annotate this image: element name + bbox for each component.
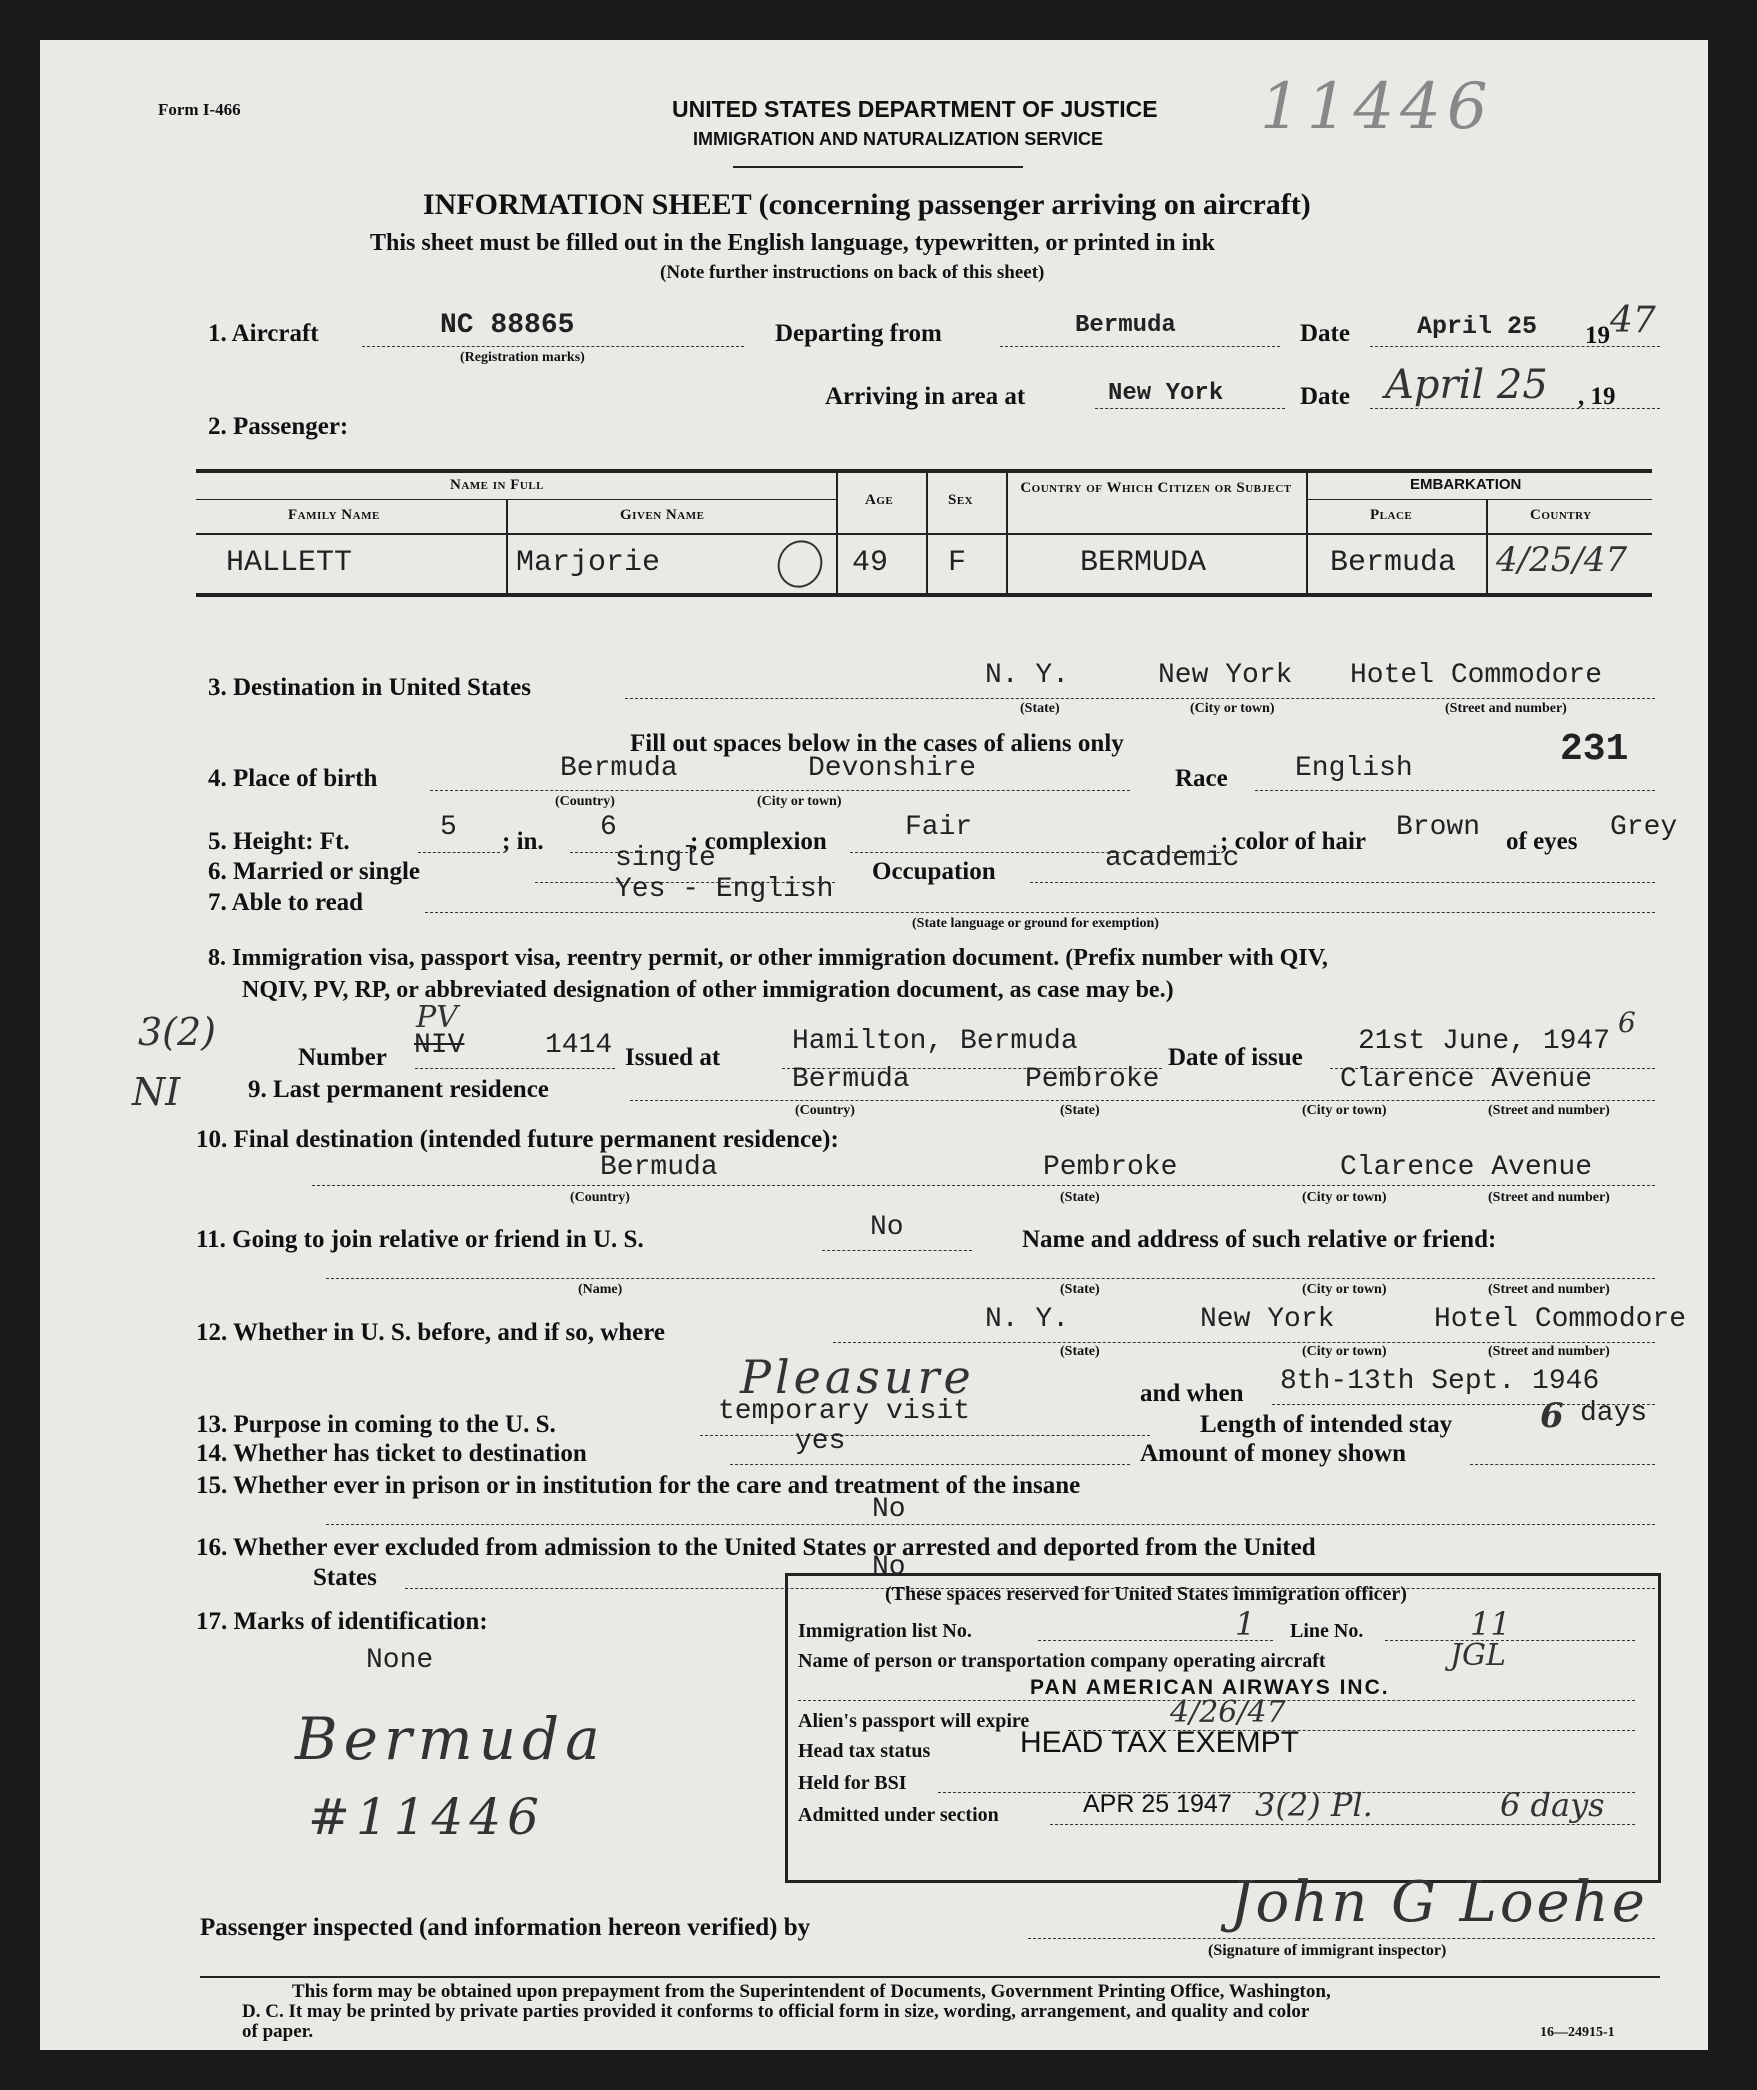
final-city: Clarence Avenue [1340,1152,1593,1183]
family-name-value: HALLETT [226,546,353,580]
race-line [1255,790,1655,791]
visa-label: 8. Immigration visa, passport visa, reentry permit, or other immigration document. (Prefix number with QIV, [208,945,1328,971]
relative-name-label: Name and address of such relative or friend: [1022,1226,1497,1253]
line-value: 11 [1470,1605,1511,1643]
race-label: Race [1175,765,1228,792]
read-label: 7. Able to read [208,889,364,916]
join-relative-label: 11. Going to join relative or friend in U. S. [196,1226,644,1253]
emb-date-value: 4/25/47 [1496,540,1628,580]
form-subtitle: This sheet must be filled out in the English language, typewritten, or printed in ink [370,230,1215,256]
number-label: Number [298,1044,387,1071]
col-div-3 [926,469,928,595]
handwritten-circle-mark [770,533,830,595]
final-destination-label: 10. Final destination (intended future permanent residence): [196,1126,839,1153]
ticket-label: 14. Whether has ticket to destination [196,1440,587,1467]
stay-number: 6 [1540,1396,1564,1436]
destination-city-caption: (City or town) [1190,701,1275,716]
destination-city: New York [1158,660,1293,691]
doi-value: 21st June, 1947 [1358,1026,1611,1057]
footer-line-3: of paper. [242,2021,314,2042]
occupation-label: Occupation [872,858,996,885]
number-value: 1414 [545,1030,613,1061]
height-in: 6 [600,812,617,843]
list-label: Immigration list No. [798,1620,972,1642]
final-street-caption: (Street and number) [1488,1190,1610,1205]
inches-label: ; in. [502,828,544,855]
departing-value: Bermuda [1075,312,1176,339]
departing-label: Departing from [775,320,942,347]
when-value: 8th-13th Sept. 1946 [1280,1366,1600,1397]
admitted-stamp-date: APR 25 1947 [1083,1790,1232,1818]
birth-city: Devonshire [808,753,977,784]
height-label: 5. Height: Ft. [208,828,350,855]
relative-city-caption: (City or town) [1302,1282,1387,1297]
table-bottom-rule [196,593,1652,597]
money-line [1470,1464,1655,1465]
sex-header: Sex [948,492,974,508]
aircraft-label: 1. Aircraft [208,320,319,347]
sex-value: F [948,546,967,580]
excluded-value: No [872,1552,906,1583]
read-value: Yes - English [615,874,834,905]
date2-value: April 25 [1385,362,1548,408]
relative-street-caption: (Street and number) [1488,1282,1610,1297]
visa-margin-note: 3(2) [138,1010,217,1054]
officer-heading: (These spaces reserved for United States immigration officer) [885,1583,1407,1605]
before-city-caption: (City or town) [1302,1344,1387,1359]
race-value: English [1295,753,1413,784]
aircraft-line [362,346,744,347]
number-pv: PV [416,1000,458,1035]
operator-initials: JGL [1450,1638,1506,1673]
before-street-caption: (Street and number) [1488,1344,1610,1359]
arriving-value: New York [1108,380,1224,407]
relative-state-caption: (State) [1060,1282,1100,1297]
height-ft: 5 [440,812,457,843]
prison-line [326,1524,1655,1525]
service-name: IMMIGRATION AND NATURALIZATION SERVICE [693,129,1103,149]
form-code: 16—24915-1 [1540,2025,1615,2040]
embarkation-header: EMBARKATION [1410,476,1522,493]
admitted-label: Admitted under section [798,1804,999,1826]
inspector-signature: John G Loehe [1230,1870,1648,1935]
inspected-line [1028,1938,1655,1939]
destination-line [625,698,1655,699]
country-header: Country of Which Citizen or Subject [1020,480,1292,496]
arriving-label: Arriving in area at [825,383,1026,410]
issued-label: Issued at [625,1044,721,1071]
destination-state-caption: (State) [1020,701,1060,716]
col-div-4 [1006,469,1008,595]
year-value: 47 [1610,300,1656,341]
stay-unit: days [1580,1398,1648,1429]
ticket-line [730,1464,1130,1465]
before-street: Hotel Commodore [1434,1304,1687,1335]
birth-country: Bermuda [560,753,678,784]
date-value: April 25 [1417,312,1538,341]
married-value: single [615,843,716,874]
footer-line-1: This form may be obtained upon prepayment from the Superintendent of Documents, Government Printing Office, Washington, [292,1981,1331,2002]
col-div-5 [1306,469,1308,595]
issued-value: Hamilton, Bermuda [792,1026,1078,1057]
hair-value: Brown [1396,812,1481,843]
marks-label: 17. Marks of identification: [196,1608,488,1635]
purpose-value: temporary visit [718,1396,971,1427]
residence-country: Bermuda [792,1064,910,1095]
residence-line [630,1100,1655,1101]
year-prefix: 19 [1585,322,1610,349]
doi-label: Date of issue [1168,1044,1303,1071]
admitted-days: 6 days [1500,1786,1605,1824]
destination-street: Hotel Commodore [1350,660,1603,691]
name-subrule [196,499,836,500]
emb-subrule [1306,499,1652,500]
final-country: Bermuda [600,1152,718,1183]
arriving-line [1095,408,1285,409]
col-div-1 [506,499,508,595]
col-div-6 [1486,499,1488,595]
place-value: Bermuda [1330,546,1457,580]
aliens-only-heading: Fill out spaces below in the cases of aliens only [630,730,1124,757]
residence-city: Clarence Avenue [1340,1064,1593,1095]
col-div-2 [836,469,838,595]
relative-line [326,1278,1655,1279]
family-name-header: Family Name [288,507,380,523]
relative-name-caption: (Name) [578,1282,623,1297]
visa-label-2: NQIV, PV, RP, or abbreviated designation of other immigration document, as case may be.) [242,977,1174,1003]
residence-country-caption: (Country) [795,1103,855,1118]
header-rule [733,166,1023,168]
place-of-birth-label: 4. Place of birth [208,765,378,792]
eyes-label: of eyes [1506,828,1578,855]
read-caption: (State language or ground for exemption) [912,916,1159,931]
birth-country-caption: (Country) [555,794,615,809]
headtax-value: HEAD TAX EXEMPT [1020,1726,1299,1759]
date2-label: Date [1300,383,1350,410]
file-number-handwritten: 11446 [1260,70,1494,144]
date2-line [1370,408,1660,409]
place-header: Place [1370,507,1413,523]
when-label: and when [1140,1380,1244,1407]
date-label: Date [1300,320,1350,347]
join-value: No [870,1212,904,1243]
excluded-label-2: States [313,1564,377,1591]
prison-label: 15. Whether ever in prison or in institution for the care and treatment of the insane [196,1472,1081,1499]
citizen-value: BERMUDA [1080,546,1207,580]
ft-line [418,852,500,853]
footer-line-2: D. C. It may be printed by private parties provided it conforms to official form in size, wording, arrangement, and quality and color [242,2001,1310,2022]
destination-label: 3. Destination in United States [208,674,531,701]
form-note: (Note further instructions on back of this sheet) [660,262,1045,283]
read-line [425,912,1655,913]
residence-street-caption: (Street and number) [1488,1103,1610,1118]
excluded-label: 16. Whether ever excluded from admission to the United States or arrested and deported from the United [196,1534,1316,1561]
final-line [312,1185,1655,1186]
number-line [415,1068,615,1069]
prison-value: No [872,1494,906,1525]
before-line [833,1342,1655,1343]
operator-value: PAN AMERICAN AIRWAYS INC. [1030,1676,1390,1699]
join-line [822,1250,972,1251]
destination-street-caption: (Street and number) [1445,701,1567,716]
marks-value: None [366,1645,434,1676]
before-city: New York [1200,1304,1335,1335]
date-line [1370,346,1660,347]
operator-label: Name of person or transportation company operating aircraft [798,1650,1326,1672]
given-name-header: Given Name [620,507,705,523]
admitted-section: 3(2) Pl. [1255,1786,1373,1824]
complexion-value: Fair [905,812,973,843]
list-value: 1 [1235,1605,1256,1643]
birth-city-caption: (City or town) [757,794,842,809]
name-in-full-header: Name in Full [450,477,545,493]
occupation-line [1030,882,1655,883]
age-header: Age [865,492,894,508]
ticket-value: yes [795,1426,846,1457]
given-name-value: Marjorie [516,546,661,580]
stay-label: Length of intended stay [1200,1411,1453,1438]
occupation-value: academic [1105,843,1240,874]
year2-prefix: , 19 [1578,383,1616,410]
final-country-caption: (Country) [570,1190,630,1205]
residence-city-caption: (City or town) [1302,1103,1387,1118]
married-label: 6. Married or single [208,858,420,885]
residence-state-caption: (State) [1060,1103,1100,1118]
handwritten-file-no: #11446 [308,1788,545,1846]
form-sheet [40,40,1708,2050]
departing-line [1000,346,1280,347]
purpose-line [700,1435,1150,1436]
table-header-rule [196,533,1652,535]
age-value: 49 [852,546,889,580]
final-state: Pembroke [1043,1152,1178,1183]
passport-value: 4/26/47 [1170,1695,1286,1730]
aircraft-value: NC 88865 [440,310,575,341]
hair-label: ; color of hair [1220,828,1367,855]
final-city-caption: (City or town) [1302,1190,1387,1205]
purpose-handwritten: Pleasure [740,1350,975,1404]
form-number: Form I-466 [158,100,241,119]
residence-label: 9. Last permanent residence [248,1076,549,1103]
before-state-caption: (State) [1060,1344,1100,1359]
form-title: INFORMATION SHEET (concerning passenger arriving on aircraft) [423,188,1311,221]
money-label: Amount of money shown [1140,1440,1407,1467]
birth-line [430,790,1130,791]
purpose-label: 13. Purpose in coming to the U. S. [196,1411,556,1438]
passenger-label: 2. Passenger: [208,413,349,440]
bsi-label: Held for BSI [798,1772,907,1794]
headtax-label: Head tax status [798,1740,931,1762]
footer-rule [200,1976,1660,1978]
doi-correction: 6 [1618,1006,1636,1039]
number-struck: NIV [414,1030,465,1061]
eyes-value: Grey [1610,812,1678,843]
handwritten-bermuda: Bermuda [295,1705,606,1773]
destination-state: N. Y. [985,660,1070,691]
before-state: N. Y. [985,1304,1070,1335]
registration-caption: (Registration marks) [460,350,585,365]
table-top-rule [196,469,1652,473]
number-231: 231 [1560,728,1629,771]
final-state-caption: (State) [1060,1190,1100,1205]
passport-label: Alien's passport will expire [798,1710,1030,1732]
residence-margin-note: NI [132,1070,181,1114]
residence-state: Pembroke [1025,1064,1160,1095]
admitted-line [1050,1824,1635,1825]
complexion-label: ; complexion [690,828,827,855]
country2-header: Country [1530,507,1592,523]
before-label: 12. Whether in U. S. before, and if so, where [196,1319,665,1346]
inspected-label: Passenger inspected (and information hereon verified) by [200,1914,811,1941]
department-name: UNITED STATES DEPARTMENT OF JUSTICE [672,96,1158,122]
inspected-caption: (Signature of immigrant inspector) [1208,1942,1447,1959]
line-label: Line No. [1290,1620,1364,1642]
